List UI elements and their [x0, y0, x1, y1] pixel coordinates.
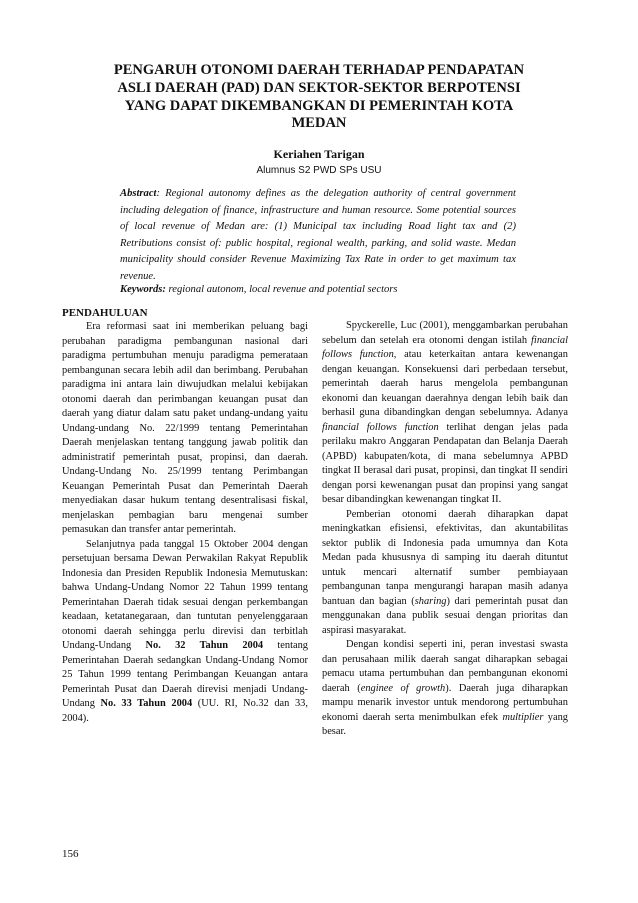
text-run: ) dari pemerintah pusat dan menggunakan dana publik sesuai dengan prioritas dan aspirasi masyarakat. — [322, 595, 568, 636]
text-run-italic: financial follows function — [322, 334, 568, 360]
title-line: YANG DAPAT DIKEMBANGKAN DI PEMERINTAH KOTA — [124, 97, 514, 114]
keywords-label: Keywords: — [120, 284, 166, 295]
paper-title — [96, 62, 542, 133]
paragraph — [62, 538, 308, 727]
paragraph — [322, 508, 568, 639]
text-run-bold: No. 32 Tahun 2004 — [145, 640, 264, 651]
text-run: ). Daerah juga diharapkan mampu menarik investor untuk mendorong pertumbuhan ekonomi daerah serta menimbulkan efek — [322, 682, 568, 723]
section-heading: PENDAHULUAN — [62, 307, 148, 319]
keywords — [120, 283, 520, 297]
text-run: Dengan kondisi seperti ini, peran investasi swasta dan perusahaan milik daerah sangat diharapkan sebagai pemacu utama pertumbuhan dan pembangunan ekonomi daerah ( — [322, 639, 568, 694]
text-run: , atau keterkaitan antara kewenangan dengan keuangan. Konsekuensi dari perbedaan tersebut, pemerintah daerah harus mengelola pembangunan ekonomi dan keuangan daerahnya dengan lebih baik dan berhasil guna dibandingkan dengan sebelumnya. Adanya — [322, 349, 568, 418]
abstract-label: Abstract — [120, 188, 157, 199]
text-run-italic: multiplier — [502, 711, 544, 723]
paragraph — [322, 319, 568, 508]
title-line: MEDAN — [291, 115, 347, 132]
paragraph: Era reformasi saat ini memberikan peluang bagi perubahan paradigma pembangunan nasional dari paradigma pertumbuhan menuju paradigma pemerataan pembangunan secara lebih adil dan berimbang. Perubahan paradigma ini antara lain diwujudkan melalui kebijakan otonomi daerah dan perimbangan keuangan pusat dan daerah yang diatur dalam satu paket undang-undang yaitu Undang-undang No. 22/1999 tentang Pemerintahan Daerah menjelaskan tentang tanggung jawab politik dan administratif pemerintah pusat, propinsi, dan daerah. Undang-Undang No. 25/1999 tentang Perimbangan Keuangan Pemerintah Pusat dan Pemerintah Daerah menyediakan dasar hukum tentang desentralisasi fiskal, menjelaskan pembagian baru mengenai sumber pemasukan dan transfer antar pemerintah. — [62, 321, 308, 535]
text-run: yang besar. — [322, 711, 569, 737]
text-run: tentang Pemerintahan Daerah sedangkan Undang-Undang Nomor 25 Tahun 1999 tentang Perimbangan Keuangan antara Pemerintah Pusat dan Daerah direvisi menjadi Undang-Undang — [62, 640, 308, 709]
author-name: Keriahen Tarigan — [273, 147, 365, 161]
text-run: Pemberian otonomi daerah diharapkan dapat meningkatkan efisiensi, efektivitas, dan akuntabilitas sektor publik di Indonesia pada umumnya dan Kota Medan pada khususnya di samping itu daerah dituntut untuk mencari alternatif sumber pembiayaan pembangunan tanpa mengurangi harapan masih adanya bantuan dan bagian ( — [322, 508, 568, 607]
text-run-bold: No. 33 Tahun 2004 — [100, 698, 193, 709]
left-column — [62, 304, 308, 726]
keywords-text: regional autonom, local revenue and potential sectors — [165, 284, 398, 295]
title-line: ASLI DAERAH (PAD) DAN SEKTOR-SEKTOR BERPOTENSI — [117, 79, 521, 96]
paragraph — [322, 638, 568, 740]
text-run-italic: enginee of growth — [360, 682, 446, 694]
text-run: Spyckerelle, Luc (2001), menggambarkan perubahan sebelum dan setelah era otonomi dengan istilah — [322, 320, 568, 346]
page-number: 156 — [62, 848, 79, 860]
abstract-text: : Regional autonomy defines as the delegation authority of central government including delegation of finance, infrastructure and human resource. Some potential sources of local revenue of Medan are: (1) Municipal tax including Road light tax and (2) Retributions consist of: public hospital, regional wealth, parking, and solid waste. Medan municipality should consider Revenue Maximizing Tax Rate in order to get maximum tax revenue. — [120, 188, 516, 282]
text-run: (UU. RI, No.32 dan 33, 2004). — [62, 698, 308, 724]
text-run: terlihat dengan jelas pada perilaku makro Anggaran Pendapatan dan Belanja Daerah (APBD) kabupaten/kota, di mana sebelumnya APBD tingkat II berasal dari pusat, propinsi, dan tingkat II sendiri dengan porsi kewenangan pusat dan propinsi yang sangat besar dibandingkan kewenangan tingkat II. — [322, 421, 568, 505]
text-run-italic: sharing — [414, 595, 447, 607]
right-column — [322, 304, 568, 740]
text-run: Selanjutnya pada tanggal 15 Oktober 2004 dengan persetujuan bersama Dewan Perwakilan Rakyat Republik Indonesia dan Presiden Republik Indonesia Memutuskan: bahwa Undang-Undang Nomor 22 Tahun 1999 tentang Pemerintahan Daerah tidak sesuai dengan perkembangan keadaan, ketatanegaraan, dan tuntutan penyelenggaraan otonomi daerah sehingga perlu direvisi dan terbitlah Undang-Undang — [62, 538, 308, 651]
abstract — [120, 186, 516, 285]
author-affiliation: Alumnus S2 PWD SPs USU — [256, 165, 382, 176]
title-line: PENGARUH OTONOMI DAERAH TERHADAP PENDAPATAN — [113, 62, 525, 78]
text-run-italic: financial follows function — [322, 421, 439, 433]
